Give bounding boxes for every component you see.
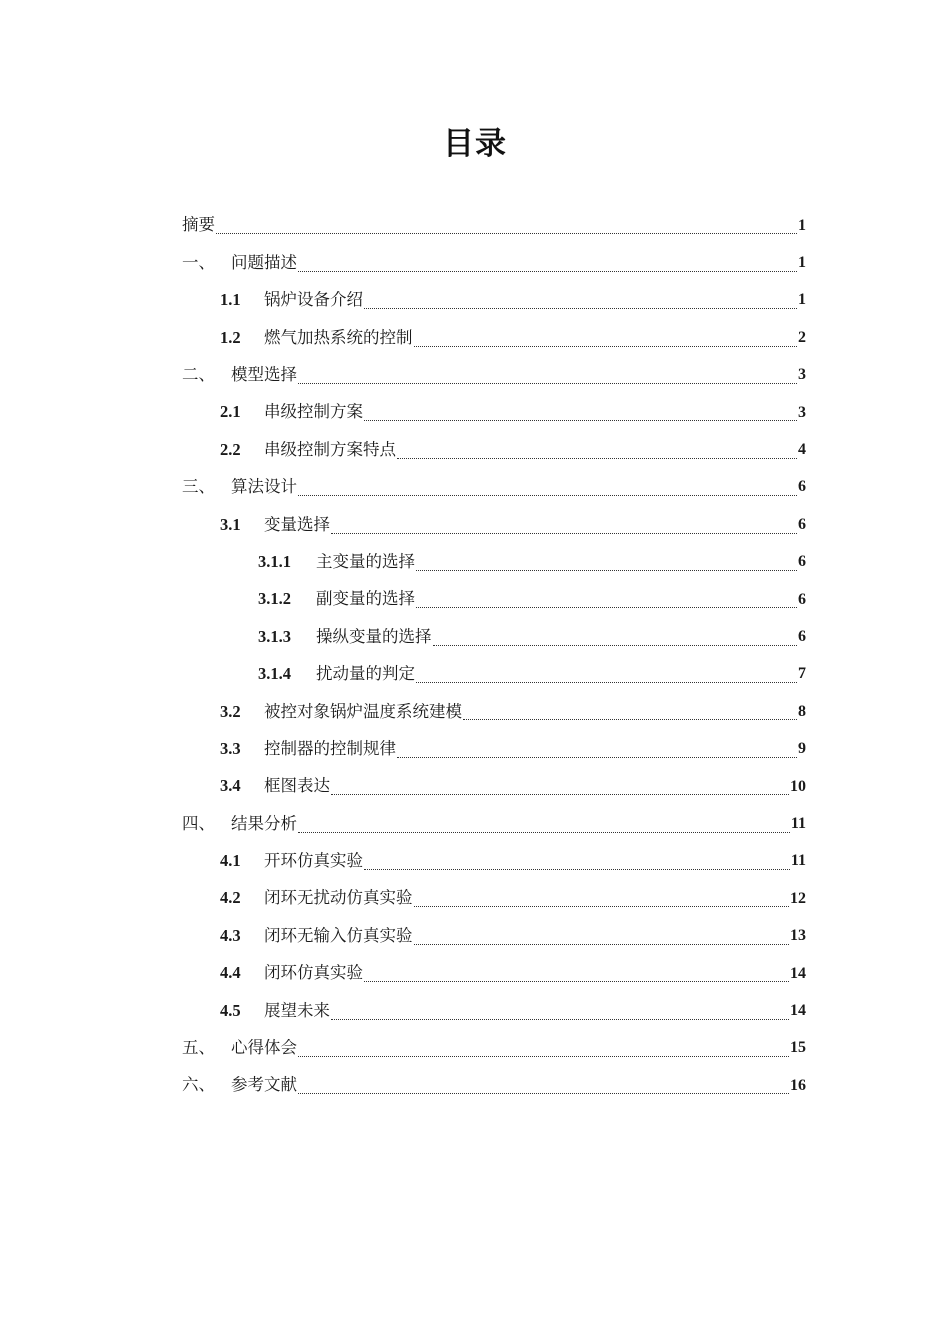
- toc-entry-page-number: 9: [798, 740, 806, 758]
- toc-entry-label: 闭环无扰动仿真实验: [264, 888, 413, 908]
- toc-entry-page-number: 15: [790, 1039, 806, 1057]
- toc-entry-page-number: 10: [790, 777, 806, 795]
- dot-leader: [298, 271, 797, 272]
- dot-leader: [364, 981, 789, 982]
- toc-entry-page-number: 1: [798, 254, 806, 272]
- toc-entry-label: 串级控制方案特点: [264, 439, 396, 459]
- dot-leader: [364, 308, 797, 309]
- toc-entry-page-number: 11: [790, 852, 806, 870]
- toc-entry-number: 六、: [182, 1075, 215, 1095]
- toc-entry-label: 扰动量的判定: [316, 664, 415, 684]
- dot-leader: [298, 383, 797, 384]
- dot-leader: [397, 458, 797, 459]
- toc-entry[interactable]: [182, 319, 806, 356]
- toc-entry-number: 1.1: [220, 290, 241, 310]
- toc-entry[interactable]: [182, 843, 806, 880]
- toc-entry[interactable]: [182, 693, 806, 730]
- toc-entry[interactable]: [182, 282, 806, 319]
- toc-entry[interactable]: [182, 805, 806, 842]
- dot-leader: [433, 645, 798, 646]
- dot-leader: [416, 682, 797, 683]
- toc-entry-label: 参考文献: [231, 1075, 297, 1095]
- dot-leader: [298, 832, 790, 833]
- toc-entry-page-number: 2: [798, 328, 806, 346]
- dot-leader: [298, 1093, 789, 1094]
- toc-entry-label: 算法设计: [231, 477, 297, 497]
- toc-entry-label: 锅炉设备介绍: [264, 290, 363, 310]
- dot-leader: [331, 1019, 789, 1020]
- dot-leader: [298, 1056, 789, 1057]
- toc-entry-label: 串级控制方案: [264, 402, 363, 422]
- dot-leader: [364, 869, 790, 870]
- dot-leader: [416, 570, 797, 571]
- toc-entry-number: 四、: [182, 813, 215, 833]
- toc-entry-number: 3.1.1: [258, 551, 291, 571]
- toc-entry-number: 3.4: [220, 776, 241, 796]
- toc-entry-label: 副变量的选择: [316, 589, 415, 609]
- toc-entry-number: 三、: [182, 477, 215, 497]
- toc-entry[interactable]: [182, 768, 806, 805]
- dot-leader: [331, 533, 797, 534]
- toc-entry[interactable]: [182, 880, 806, 917]
- toc-entry[interactable]: [182, 244, 806, 281]
- toc-entry-page-number: 3: [798, 366, 806, 384]
- dot-leader: [397, 757, 797, 758]
- toc-entry-label: 燃气加热系统的控制: [264, 327, 413, 347]
- toc-entry-label: 变量选择: [264, 514, 330, 534]
- toc-entry-label: 结果分析: [231, 813, 297, 833]
- dot-leader: [414, 346, 798, 347]
- dot-leader: [216, 233, 797, 234]
- dot-leader: [331, 794, 789, 795]
- toc-entry-label: 闭环仿真实验: [264, 963, 363, 983]
- dot-leader: [414, 906, 790, 907]
- toc-entry-label: 控制器的控制规律: [264, 738, 396, 758]
- toc-entry-number: 1.2: [220, 327, 241, 347]
- toc-entry[interactable]: [182, 656, 806, 693]
- toc-entry-label: 开环仿真实验: [264, 851, 363, 871]
- toc-entry-number: 3.1.3: [258, 626, 291, 646]
- toc-entry[interactable]: [182, 992, 806, 1029]
- toc-entry-number: 4.3: [220, 925, 241, 945]
- toc-entry-page-number: 6: [798, 553, 806, 571]
- toc-entry-page-number: 14: [790, 1001, 806, 1019]
- toc-entry-label: 框图表达: [264, 776, 330, 796]
- toc-entry-number: 2.1: [220, 402, 241, 422]
- toc-entry[interactable]: [182, 431, 806, 468]
- toc-entry-label: 心得体会: [231, 1038, 297, 1058]
- toc-entry-label: 闭环无输入仿真实验: [264, 925, 413, 945]
- toc-entry[interactable]: [182, 1030, 806, 1067]
- toc-entry-number: 3.1: [220, 514, 241, 534]
- toc-entry[interactable]: [182, 357, 806, 394]
- toc-entry-number: 3.2: [220, 701, 241, 721]
- dot-leader: [298, 495, 797, 496]
- toc-entry-page-number: 6: [798, 478, 806, 496]
- toc-entry[interactable]: [182, 394, 806, 431]
- toc-entry-label: 摘要: [182, 215, 215, 235]
- toc-entry-page-number: 11: [790, 814, 806, 832]
- toc-entry-page-number: 14: [790, 964, 806, 982]
- toc-entry-page-number: 8: [798, 702, 806, 720]
- toc-entry-page-number: 12: [790, 889, 806, 907]
- toc-entry[interactable]: [182, 506, 806, 543]
- toc-entry-page-number: 3: [798, 403, 806, 421]
- toc-entry[interactable]: [182, 581, 806, 618]
- toc-entry[interactable]: [182, 1067, 806, 1104]
- toc-entry-page-number: 1: [798, 216, 806, 234]
- dot-leader: [414, 944, 790, 945]
- toc-entry-page-number: 6: [798, 590, 806, 608]
- toc-entry-number: 4.5: [220, 1000, 241, 1020]
- toc-entry-number: 3.1.4: [258, 664, 291, 684]
- toc-entry-label: 模型选择: [231, 365, 297, 384]
- dot-leader: [416, 607, 797, 608]
- toc-entry-page-number: 7: [798, 665, 806, 683]
- toc-entry-page-number: 6: [798, 627, 806, 645]
- toc-entry-label: 主变量的选择: [316, 551, 415, 571]
- toc-entry-page-number: 1: [798, 291, 806, 309]
- toc-entry[interactable]: [182, 469, 806, 506]
- toc-entry-number: 五、: [182, 1038, 215, 1058]
- toc-entry[interactable]: [182, 955, 806, 992]
- toc-entry-label: 展望未来: [264, 1000, 330, 1020]
- toc-entry-number: 3.3: [220, 738, 241, 758]
- toc-entry[interactable]: [182, 544, 806, 581]
- toc-entry-number: 二、: [182, 365, 215, 384]
- toc-entry-page-number: 13: [790, 927, 806, 945]
- toc-entry-page-number: 6: [798, 515, 806, 533]
- toc-entry[interactable]: [182, 207, 806, 244]
- toc-entry-number: 4.4: [220, 963, 241, 983]
- toc-entry[interactable]: [182, 730, 806, 767]
- toc-entry-page-number: 4: [798, 441, 806, 459]
- toc-entry-number: 3.1.2: [258, 589, 291, 609]
- dot-leader: [463, 719, 797, 720]
- toc-entry-page-number: 16: [790, 1076, 806, 1094]
- dot-leader: [364, 420, 797, 421]
- toc-entry-label: 被控对象锅炉温度系统建模: [264, 701, 462, 721]
- toc-entry-number: 2.2: [220, 439, 241, 459]
- toc-entry-number: 4.1: [220, 851, 241, 871]
- toc-entry[interactable]: [182, 917, 806, 954]
- toc-entry-number: 4.2: [220, 888, 241, 908]
- toc-entry[interactable]: [182, 618, 806, 655]
- toc-entry-label: 问题描述: [231, 252, 297, 272]
- toc-entry-number: 一、: [182, 252, 215, 272]
- toc-list: [182, 207, 806, 1104]
- toc-title: 目录: [443, 126, 507, 162]
- toc-entry-label: 操纵变量的选择: [316, 626, 432, 646]
